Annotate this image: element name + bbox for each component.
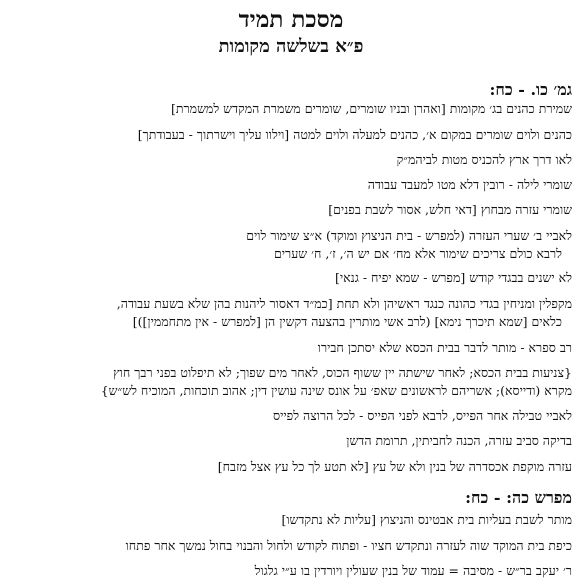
text-line: שומרי עזרה מבחוץ [דאי חלש, אסור לשבת בפנים] <box>328 202 572 217</box>
text-line: לרבא כולם צריכים שימור אלא מח׳ אם יש ה׳, ז׳, ח׳ שערים <box>273 246 562 261</box>
text-line: מקפלין ומניחין בגדי כהונה כנגד ראשיהן ולא תחת [כמ״ד דאסור ליהנות בהן שלא בשעת עבודה, <box>116 296 572 311</box>
text-line: שומרי לילה - רובין דלא מטו למעבד עבודה <box>367 177 572 192</box>
text-line: מותר לשבת בעליות בית אבטינס והניצוץ [עליות לא נתקדשו] <box>281 512 572 527</box>
text-line: {צניעות בבית הכסא; לאחר שישתה יין ששוף הכוס, לאחר מים שפוך; לא תיפלוט בפני רבך חוץ <box>113 365 572 380</box>
text-line: לאביי טבילה אחר הפייס, לרבא לפני הפייס - לכל הרוצה לפייס <box>273 408 572 423</box>
text-line: עזרה מוקפת אכסדרה של בנין ולא של עץ [לא תטע לך כל עץ אצל מזבח] <box>217 459 572 474</box>
text-line: כלאים [שמא תיכרך נימא] (לרב אשי מותרין בהצעה דקשין הן [למפרש - אין מתחממין])] <box>132 314 562 329</box>
chapter-subtitle: פ״א בשלשה מקומות <box>218 36 364 57</box>
section-heading-gemara: גמ׳ כו. - כח: <box>489 80 572 99</box>
text-line: שמירת כהנים בג׳ מקומות [ואהרן ובניו שומרים, שומרים משמרת המקדש למשמרת] <box>171 101 572 116</box>
text-line: רב ספרא - מותר לדבר בבית הכסא שלא יסתכן חבירו <box>317 340 572 355</box>
text-line: כהנים ולוים שומרים במקום א׳, כהנים למעלה ולוים למטה [וילוו עליך וישרתוך - בעבודתך] <box>137 127 572 142</box>
text-line: ר׳ יעקב בר״ש - מסיבה = עמוד של בנין שעולין ויורדין בו ע״י גלגול <box>254 563 572 578</box>
text-line: בדיקה סביב עזרה, הכנה לחביתין, תרומת הדשן <box>346 433 572 448</box>
text-line: לא ישנים בבגדי קודש [מפרש - שמא יפיח - גנאי] <box>335 270 572 285</box>
text-line: מקרא (ודייסא); אשריהם לראשונים שאפ׳ על אונס שינה עושין דין; אהוב תוכחות, המוכיח לש״ש} <box>100 383 572 398</box>
section-heading-mefaresh: מפרש כה: - כח: <box>465 488 572 507</box>
text-line: כיפת בית המוקד שוה לעזרה ונתקדש חציו - ופתוח לקודש ולחול והבנוי בחול נמשך אחר פתחו <box>125 538 572 553</box>
page-title: מסכת תמיד <box>238 6 344 33</box>
text-line: לאו דרך ארץ להכניס מטות לביהמ״ק <box>396 152 572 167</box>
text-line: לאביי ב׳ שערי העזרה (למפרש - בית הניצוץ ומוקד) א״צ שימור לוים <box>246 228 572 243</box>
